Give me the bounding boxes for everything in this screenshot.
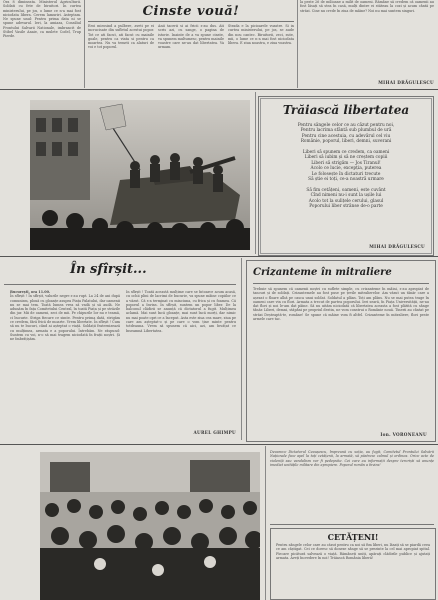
poem-line: Liberi să iubim și să ne creștem copiii (304, 155, 388, 161)
poem-line: Acolo ce lucie, excepția, puterea (310, 166, 382, 172)
headline-crizanteme: Crizanteme în mitraliere (253, 267, 392, 278)
crizanteme-byline: Ion. VORONEANU (380, 432, 427, 437)
notice-cetateni-box (270, 528, 436, 600)
poem-line: Pentru cine acestuia, cu adevărul cel viu (301, 133, 391, 139)
poem-line: Liberi să spunem ce credem, ca oameni (302, 150, 390, 156)
in-sfarsit-col-1 (10, 290, 120, 430)
poem-line: Acolo tot la sulițele cerului, glasul (308, 198, 384, 204)
poem-line: Românie, poporul, liberi, demni, suverani (300, 139, 392, 145)
notice-cetateni-text: Pentru sângele celor care au căzut pentru ca noi să fim liberi, nu lăsați să se piardă ceea ce am câștigat. Cei ce doresc să doneze sânge să se prezinte la cel mai apropiat spital. Fiecare picătură salvează o viață. Rămâneți uniți, apărați clădirile publice și ajutați armata. Aveți încredere în noi! Trăiască România liberă! (276, 543, 430, 560)
notice-frontul: Deoarece Dictatorul Ceaușescu, împreună cu soția, au fugit, Comitetul Frontului Salvării Naționale face apel la toți cetățenii, la armată, să păstreze calmul și ordinea. Orice acte de violență sau vandalism vor fi pedepsite. Cei care au informații despre teroriști să anunțe imediat unitățile militare din apropiere. Poporul român a învins! (270, 450, 434, 467)
in-sfarsit-col-2: În sfîrșit ! Toată această mulțime care se întoarce acum acasă, cu ochii plini de lacrimi de bucurie, va spune mâine copiilor ce a văzut. Că s-a terminat cu minciuna, cu frica și cu foamea. Că poporul a învins. În sfîrșit, suntem un popor liber. De la balconul clădirii se anunță că dictatorul a fugit. Mulțimea aclamă. Mai sunt încă gloanțe, mai sunt încă morți, dar nimic nu mai poate opri ce a început. Asta este ziua cea mare, ziua pe care am așteptat-o și pe care o vom ține minte pentru totdeauna. Vrem să spunem că aici, azi, am învățat ce înseamnă Libertatea. (126, 290, 236, 333)
cinste-col-1: Eroi mirosind a pulbere, aveti pe ei incrucisate din sufletul acestui popor. Tot ce ati facut, ati facut cu mainile goale, pentru ca viata si pentru ca moartea. Nu va temeti ca alaturi de voi e tot poporul. (88, 24, 154, 50)
poem-box (258, 96, 434, 256)
poem-line: Liberi să strigăm — Jos Tiranul! (311, 160, 381, 166)
poem-line: Cînd nimeni nu-i sunt la ușile lui (310, 193, 382, 199)
poem-line: Poporului liber strânse de-o parte (309, 204, 383, 210)
in-sfarsit-dateline: București, ora 11.00. (10, 290, 51, 294)
headline-in-sfarsit: În sfîrșit... (70, 262, 147, 277)
notice-cetateni-title: CETĂȚENI! (327, 532, 379, 542)
photo-crowd-on-tank (30, 100, 250, 250)
poem-line: Le folosește în dictaturi trecute (311, 171, 381, 177)
poem-line: Să știe ei toți, ce-a noastră urmare (308, 177, 384, 183)
top-right-text: la peste 26 de milioane a milit de oameni. Rămâne să credem că oamenii au fost lăsați să stea în casă, mulți dintre ei stăteau la cozi și acum cântă pe străzi. Cine nu crede în ziua de mâine? Noi nu mai suntem singuri. (300, 0, 434, 13)
photo-tank-svg (30, 100, 250, 250)
photo-crowd-street (40, 452, 260, 600)
photo-crowd-svg (40, 452, 260, 600)
in-sfarsit-text-1: În sfîrșit ! În sfîrșit, valurile negre s-au rupt. La 24 de ani după comunism, plouă cu gloanțe asupra Piața Palatului, dar oamenii nu se mai tem. Toată lumea vrea să vadă și să audă. Ne adunăm în fața Comitetului Central, în toată Piața și pe străzile din jur. Mii de oameni, zeci de mii. Pe chipurile lor nu e teamă, ci bucurie. Striga fiecare ce simte. Pentru prima dată, strigăm ce credem, fără frică de moarte. Vrem libertate. În sfîrșit ! Cum să nu te bucuri, când ai așteptat o viață. Soldații fraternizează cu mulțimea, armata e a poporului. Întrebăm. Ne răspund: Suntem cu voi, n-o să mai tragem niciodată în frații noștri. Și ne îmbrățișăm. (10, 294, 120, 342)
headline-cinste-voua: Cinste vouă! (142, 4, 240, 19)
cinste-col-2: Anii tacerii si ai fricii s-au dus. Ati scris azi, cu sange, o pagina de istorie. Inainte de a va spune cinste, va spunem multumesc, pentru mainile voastre care ne-au dat libertatea. Va urmam. (158, 24, 224, 50)
crizanteme-text: Trebuie să spunem că oamenii noștri cu suflete simple, cu crizanteme în mâini, s-au apropiat de tancuri și de soldați. Crizantemele au fost puse pe țevile mitralierelor. Am văzut un tânăr care a așezat o floare albă pe casca unui soldat. Soldatul a plâns. Toți am plâns. Nu se mai putea trage în oameni care vin cu flori. Armata a trecut de partea poporului. Ieri seară, în Piața Universității, ne-au dat flori și noi le-am dat pâine. Să nu uităm niciodată că libertatea aceasta a fost plătită cu sânge tânăr. Liberi, demni, stăpâni pe propriul destin, ne vom construi o Românie nouă. Tinerii au cântat pe străzi Deșteaptă-te, române! Se spune că mâine vom fi altfel. Crizanteme în mitraliere, flori peste armele care tac. (253, 287, 429, 322)
crizanteme-box (246, 260, 436, 442)
poem-line: Pentru lacrima sfântă sub plumbul de ură (300, 128, 392, 134)
poem-line: Pentru sângele celor ce au căzut pentru noi, (297, 123, 395, 128)
poem-body (265, 123, 427, 210)
cinste-col-3: Strada e la picioarele voastre. Si in curtea ministerului, pe jos, se aude din nou cantec. Biruitorii, zeci, sute, mii, o lume ce n-a mai fost niciodata libera. E ziua noastra, e ziua voastra. (228, 24, 294, 46)
poem-title: Trăiască libertatea (282, 103, 410, 117)
poem-byline: MIHAI DRĂGULESCU (369, 244, 425, 249)
top-right-column (300, 0, 434, 88)
top-left-text: Ora 8 dimineata. Ministerul Agriculturii. Soldati cu fete de biruitori. In curtea ministerului, pe jos, o lume ce n-a mai fost niciodata libera. Cerem lamuriri. Asteptam. Ne spune unul: Pentru prima data ni se spune adevarul. Ieri, la amiaza, Consiliul Frontului Salvarii Nationale, imbrancit de Stibel Vasile Anaie, ca mulete Codel, Trup Pierde. (3, 0, 81, 39)
top-left-column (3, 0, 81, 88)
in-sfarsit-byline: AUREL GHIMPU (193, 430, 236, 435)
poem-line: Să fim cetățeni, oameni, este cuvânt (306, 187, 386, 193)
top-right-byline: MIHAI DRĂGULESCU (378, 80, 434, 85)
